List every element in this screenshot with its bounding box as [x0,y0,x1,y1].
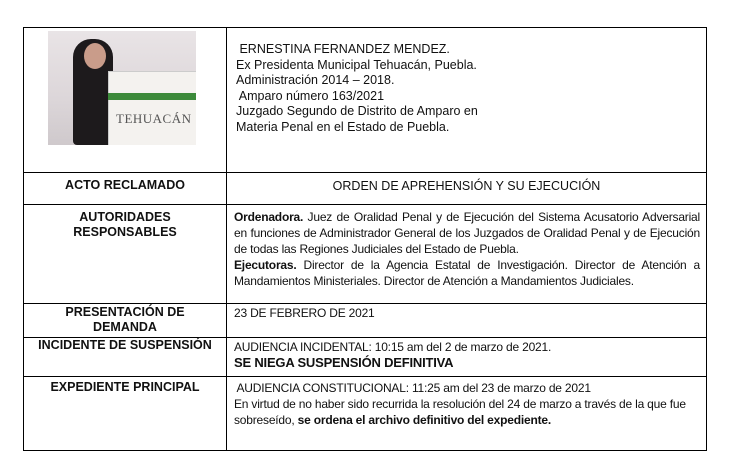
ejecutoras-label: Ejecutoras. [234,258,297,272]
administration-period: Administración 2014 – 2018. [236,73,395,87]
ordenadora-text: Juez de Oralidad Penal y de Ejecución del Sistema Acusatorio Adversarial en funciones de Administrador General de los Juzgados de Oralidad Penal y de Ejecución de todas las Regiones Judiciales del Estado de Puebla. [234,210,700,256]
resolution-text: En virtud de no haber sido recurrida la resolución del 24 de marzo a través de la que fue sobreseído, se ordena el archivo definitivo del expediente. [234,397,686,427]
value-expediente [227,377,707,451]
audiencia-constitucional: AUDIENCIA CONSTITUCIONAL: 11:25 am del 23 de marzo de 2021 [234,381,591,395]
photo-cell [24,28,227,173]
value-acto-reclamado: ORDEN DE APREHENSIÓN Y SU EJECUCIÓN [227,173,707,205]
person-title: Ex Presidenta Municipal Tehuacán, Puebla. [236,57,477,72]
label-incidente: INCIDENTE DE SUSPENSIÓN [24,338,227,377]
row-autoridades [24,205,707,304]
audiencia-incidental: AUDIENCIA INCIDENTAL: 10:15 am del 2 de marzo de 2021. [234,340,552,354]
court-line-1: Juzgado Segundo de Distrito de Amparo en [236,104,478,118]
archive-order: se ordena el archivo definitivo del expediente. [297,413,552,427]
row-presentacion [24,304,707,338]
row-incidente [24,338,707,377]
label-autoridades: AUTORIDADES RESPONSABLES [24,205,227,304]
label-expediente: EXPEDIENTE PRINCIPAL [24,377,227,451]
amparo-number: Amparo número 163/2021 [236,88,385,103]
suspension-result: SE NIEGA SUSPENSIÓN DEFINITIVA [234,355,454,370]
person-name: ERNESTINA FERNANDEZ MENDEZ. [236,42,450,56]
portrait-photo [48,31,196,145]
identity-cell [227,28,707,173]
label-presentacion: PRESENTACIÓN DE DEMANDA [24,304,227,338]
value-incidente [227,338,707,377]
label-acto-reclamado: ACTO RECLAMADO [24,173,227,205]
case-summary-table [23,27,707,451]
ordenadora-label: Ordenadora. [234,210,304,224]
row-expediente [24,377,707,451]
value-autoridades [227,205,707,304]
podium-text: TEHUACÁN [116,111,192,126]
header-row [24,28,707,173]
row-acto-reclamado [24,173,707,205]
court-line-2: Materia Penal en el Estado de Puebla. [236,119,450,134]
ejecutoras-text: Director de la Agencia Estatal de Investigación. Director de Atención a Mandamientos Ministeriales. Director de Atención a Mandamientos Judiciales. [234,258,700,288]
value-presentacion: 23 DE FEBRERO DE 2021 [227,304,707,338]
